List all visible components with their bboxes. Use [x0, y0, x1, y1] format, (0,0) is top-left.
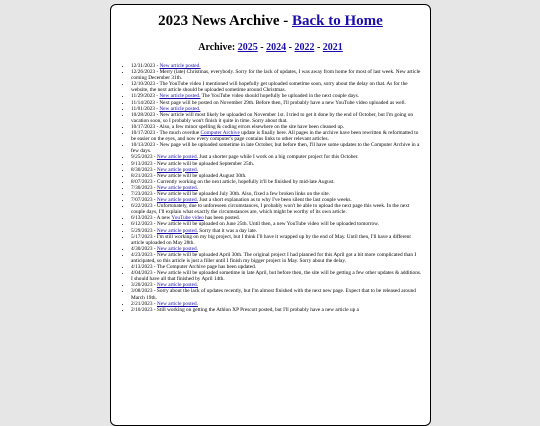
archive-link-2024[interactable]: 2024 — [266, 42, 287, 53]
news-item: • 2/10/2023 - Still working on getting the Athlon XP Prescott posted, but I'll probably have a new article up a — [131, 307, 422, 313]
news-text: The Computer Archive page has been updated. — [156, 264, 257, 271]
news-date: 8/30/2023 — [131, 166, 153, 173]
news-item: • 7/07/2023 - New article posted. Just a short explanation as to why I've been silent the last couple weeks. — [131, 197, 422, 203]
news-date: 9/13/2023 — [131, 160, 153, 167]
news-date: 10/17/2023 — [131, 130, 156, 137]
news-date: 7/30/2023 — [131, 184, 153, 191]
news-date: 2/21/2023 — [131, 300, 153, 307]
news-date: 8/21/2023 — [131, 172, 153, 179]
news-date: 12/26/2023 — [131, 69, 156, 76]
news-date: 6/13/2023 — [131, 215, 153, 222]
archive-link-2022[interactable]: 2022 — [294, 42, 315, 53]
news-date: 7/07/2023 — [131, 197, 153, 204]
archive-separator: - — [314, 42, 323, 53]
back-to-home-link[interactable]: Back to Home — [292, 13, 383, 29]
news-link[interactable]: New article posted. — [156, 227, 198, 234]
news-text-after: has been posted. — [203, 215, 240, 222]
news-item: • 10/17/2023 - The much overdue Computer Archive update is finally here. All pages in the archive have been rewritten & reformatted to be easier on the eyes, and now every computer's page contains links to other relevant articles. — [131, 130, 422, 142]
page-title — [111, 13, 430, 30]
news-item: • 8/30/2023 - New article posted. — [131, 167, 422, 173]
news-link[interactable]: YouTube video — [171, 215, 204, 222]
news-link[interactable]: New article posted. — [156, 166, 198, 173]
news-date: 9/25/2023 — [131, 154, 153, 161]
news-text: New article will be uploaded July 30th. Also, fixed a few broken links on the site. — [156, 190, 330, 197]
news-text: New article will be uploaded on June 25th. Until then, a new YouTube video will be uploaded tomorrow. — [156, 221, 379, 228]
news-text: New page will be uploaded sometime in late October, but before then, I'll have some updates to the Computer Archive in a few days. — [131, 142, 420, 155]
news-date: 5/17/2023 — [131, 233, 153, 240]
news-link[interactable]: New article posted. — [159, 93, 201, 100]
news-item: • 7/30/2023 - New article posted. — [131, 185, 422, 191]
news-date: 5/29/2023 — [131, 227, 153, 234]
news-item: • 11/14/2023 - Next page will be posted on November 29th. Before then, I'll probably have a new YouTube video uploaded as well. — [131, 100, 422, 106]
news-item: • 7/23/2023 - New article will be uploaded July 30th. Also, fixed a few broken links on the site. — [131, 191, 422, 197]
news-text: The YouTube video I mentioned will hopefully get uploaded sometime soon, sorry about the delay on that. As for the website, the next article should be uploaded sometime around Christmas. — [131, 81, 408, 94]
news-text-after: Just a shorter page while I work on a big computer project for this October. — [197, 154, 359, 161]
news-item: • 4/30/2023 - New article posted. — [131, 246, 422, 252]
news-text: I'm still working on my big project, but I think I'll have it wrapped up by the end of May. Until then, I'll have a different article uploaded on May 28th. — [131, 233, 411, 246]
news-item: • 8/21/2023 - New article will be uploaded August 30th. — [131, 173, 422, 179]
news-item: • 8/07/2023 - Currently working on the next article, hopefully it'll be finished by mid-late August. — [131, 179, 422, 185]
news-item: • 9/25/2023 - New article posted. Just a shorter page while I work on a big computer project for this October. — [131, 154, 422, 160]
news-date: 6/22/2023 — [131, 203, 153, 210]
news-link[interactable]: New article posted. — [156, 282, 198, 289]
archive-nav — [111, 42, 430, 53]
news-item: • 10/28/2023 - New article will most likely be uploaded on November 1st. I tried to get it done by the end of October, but I'm going on vacation soon, so I probably won't finish it quite in time. Sorry about that. — [131, 112, 422, 124]
news-date: 3/20/2023 — [131, 282, 153, 289]
news-date: 12/10/2023 — [131, 81, 156, 88]
news-text: New article will most likely be uploaded on November 1st. I tried to get it done by the end of October, but I'm going on vacation soon, so I probably won't finish it quite in time. Sorry about that. — [131, 111, 414, 124]
news-date: 11/14/2023 — [131, 99, 155, 106]
news-text-after: Sorry that it was a day late. — [197, 227, 258, 234]
page-title-text: 2023 News Archive - — [158, 13, 293, 29]
news-item: • 3/08/2023 - Sorry about the lack of updates recently, but I'm almost finished with the next new page. Expect that to be released around March 19th. — [131, 288, 422, 300]
news-date: 4/04/2023 — [131, 270, 153, 277]
archive-label: Archive: — [198, 42, 236, 53]
news-date: 4/23/2023 — [131, 251, 153, 258]
news-text-after: The YouTube video should hopefully be uploaded in the next couple days. — [200, 93, 360, 100]
news-date: 4/13/2023 — [131, 264, 153, 271]
news-item: • 9/13/2023 - New article will be uploaded September 25th. — [131, 161, 422, 167]
news-text: Still working on getting the Athlon XP Prescott posted, but I'll probably have a new article up a — [156, 306, 359, 313]
news-item: • 10/17/2023 - Also, a few minor spelling & coding errors elsewhere on the site have been cleaned up. — [131, 124, 422, 130]
news-item: • 6/22/2023 - Unfortunately, due to unforeseen circumstances, I probably won't be able to upload the next page this week. In the next couple days, I'll explain what exactly the circumstances are, which might be worthy of its own article. — [131, 203, 422, 215]
news-text: Next page will be posted on November 29th. Before then, I'll probably have a new YouTube video uploaded as well. — [159, 99, 406, 106]
news-text: New article will be uploaded sometime in late April, but before then, the site will be getting a few other updates & additions. I should have all that finished by April 14th. — [131, 270, 422, 283]
news-item: • 6/12/2023 - New article will be uploaded on June 25th. Until then, a new YouTube video will be uploaded tomorrow. — [131, 221, 422, 227]
news-date: 4/30/2023 — [131, 245, 153, 252]
news-date: 8/07/2023 — [131, 178, 153, 185]
news-text: Merry (late) Christmas, everybody. Sorry for the lack of updates, I was away from home for most of last week. New article coming December 31th. — [131, 69, 421, 82]
news-date: 3/08/2023 — [131, 288, 153, 295]
news-archive-page — [110, 4, 431, 426]
news-date: 10/13/2023 — [131, 142, 156, 149]
news-text: Currently working on the next article, hopefully it'll be finished by mid-late August. — [156, 178, 335, 185]
news-item: • 12/10/2023 - The YouTube video I mentioned will hopefully get uploaded sometime soon, sorry about the delay on that. As for the website, the next article should be uploaded sometime around Christmas. — [131, 81, 422, 93]
news-item: • 3/20/2023 - New article posted. — [131, 282, 422, 288]
news-item: • 11/29/2023 - New article posted. The YouTube video should hopefully be uploaded in the next couple days. — [131, 93, 422, 99]
news-link[interactable]: New article posted. — [156, 245, 198, 252]
news-list — [119, 63, 422, 313]
news-date: 12/31/2023 — [131, 63, 156, 69]
news-text: The much overdue — [159, 130, 201, 137]
news-item: • 4/04/2023 - New article will be uploaded sometime in late April, but before then, the site will be getting a few other updates & additions. I should have all that finished by April 14th. — [131, 270, 422, 282]
news-link[interactable]: New article posted. — [156, 154, 198, 161]
news-item: • 4/23/2023 - New article will be uploaded April 30th. The original project I had planned for this April got a bit more complicated than I anticipated, so this article is just a filler until I finish my bigger project in May. Sorry about the delay. — [131, 252, 422, 264]
news-link[interactable]: New article posted. — [156, 197, 198, 204]
news-date: 7/23/2023 — [131, 190, 153, 197]
news-link[interactable]: New article posted. — [156, 300, 198, 307]
news-link[interactable]: New article posted. — [159, 63, 201, 69]
news-item: • 2/21/2023 - New article posted. — [131, 301, 422, 307]
archive-separator: - — [257, 42, 267, 53]
news-text: Also, a few minor spelling & coding errors elsewhere on the site have been cleaned up. — [159, 123, 345, 130]
news-date: 10/17/2023 — [131, 123, 156, 130]
news-link[interactable]: New article posted. — [159, 105, 201, 112]
news-date: 6/12/2023 — [131, 221, 153, 228]
news-text: Unfortunately, due to unforeseen circumstances, I probably won't be able to upload the next page this week. In the next couple days, I'll explain what exactly the circumstances are, which might be worthy of its own article. — [131, 203, 410, 216]
archive-separator: - — [286, 42, 295, 53]
news-item: • 5/29/2023 - New article posted. Sorry that it was a day late. — [131, 228, 422, 234]
news-date: 11/29/2023 — [131, 93, 155, 100]
news-item: • 4/13/2023 - The Computer Archive page has been updated. — [131, 264, 422, 270]
news-text: Sorry about the lack of updates recently, but I'm almost finished with the next new page. Expect that to be released around March 19th. — [131, 288, 416, 301]
news-text: A new — [156, 215, 172, 222]
news-item: • 12/31/2023 - New article posted. — [131, 63, 422, 69]
news-text: New article will be uploaded August 30th. — [156, 172, 247, 179]
news-text-after: Just a short explanation as to why I've been silent the last couple weeks. — [197, 197, 352, 204]
news-text-after: update is finally here. All pages in the archive have been rewritten & reformatted to be easier on the eyes, and now every computer's page contains links to other relevant articles. — [131, 130, 419, 143]
news-link[interactable]: Computer Archive — [200, 130, 240, 137]
news-text: New article will be uploaded April 30th. The original project I had planned for this April got a bit more complicated than I anticipated, so this article is just a filler until I finish my bigger project in May. Sorry about the delay. — [131, 251, 417, 264]
news-date: 11/01/2023 — [131, 105, 155, 112]
news-date: 2/10/2023 — [131, 306, 153, 313]
archive-link-2025[interactable]: 2025 — [237, 42, 258, 53]
news-item: • 5/17/2023 - I'm still working on my big project, but I think I'll have it wrapped up by the end of May. Until then, I'll have a different article uploaded on May 28th. — [131, 234, 422, 246]
news-item: • 12/26/2023 - Merry (late) Christmas, everybody. Sorry for the lack of updates, I was away from home for most of last week. New article coming December 31th. — [131, 69, 422, 81]
news-item: • 11/01/2023 - New article posted. — [131, 106, 422, 112]
news-text: New article will be uploaded September 25th. — [156, 160, 255, 167]
news-item: • 6/13/2023 - A new YouTube video has been posted. — [131, 215, 422, 221]
archive-link-2021[interactable]: 2021 — [322, 42, 343, 53]
news-link[interactable]: New article posted. — [156, 184, 198, 191]
news-date: 10/28/2023 — [131, 111, 156, 118]
news-item: • 10/13/2023 - New page will be uploaded sometime in late October, but before then, I'll have some updates to the Computer Archive in a few days. — [131, 142, 422, 154]
